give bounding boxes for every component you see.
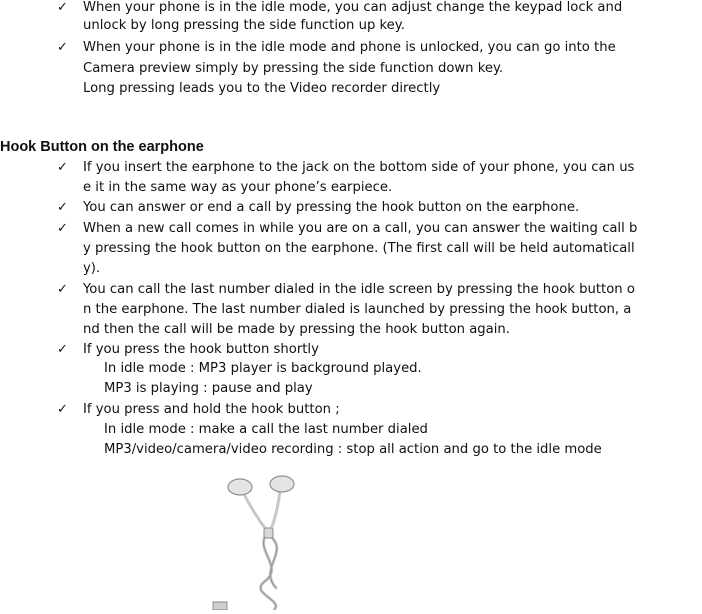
sub-line: MP3/video/camera/video recording : stop all action and go to the idle mode [104,442,602,457]
check-icon: ✓ [57,0,68,15]
text-line: If you insert the earphone to the jack on the bottom side of your phone, you can us [83,160,635,175]
text-line: nd then the call will be made by pressing the hook button again. [83,322,510,337]
text-line: y). [83,261,101,276]
check-icon: ✓ [57,221,68,236]
sub-line: In idle mode : MP3 player is background played. [104,361,422,376]
text-line: If you press the hook button shortly [83,342,319,357]
earphone-photo [180,470,330,610]
text-line: Long pressing leads you to the Video recorder directly [83,81,441,96]
text-line: When your phone is in the idle mode, you can adjust change the keypad lock and [83,0,623,15]
text-line: e it in the same way as your phone’s earpiece. [83,180,393,195]
sub-line: MP3 is playing : pause and play [104,381,313,396]
text-line: When your phone is in the idle mode and phone is unlocked, you can go into the [83,40,616,55]
text-line: unlock by long pressing the side function up key. [83,18,405,33]
check-icon: ✓ [57,342,68,357]
check-icon: ✓ [57,200,68,215]
check-icon: ✓ [57,160,68,175]
text-line: Camera preview simply by pressing the side function down key. [83,61,504,76]
section-heading: Hook Button on the earphone [0,139,204,155]
text-line: When a new call comes in while you are on a call, you can answer the waiting call b [83,221,638,236]
text-line: y pressing the hook button on the earphone. (The first call will be held automaticall [83,241,635,256]
sub-line: In idle mode : make a call the last number dialed [104,422,428,437]
text-line: n the earphone. The last number dialed is launched by pressing the hook button, a [83,302,632,317]
earphone-photo-icon [180,470,330,610]
check-icon: ✓ [57,402,68,417]
text-line: You can answer or end a call by pressing the hook button on the earphone. [83,200,580,215]
check-icon: ✓ [57,282,68,297]
check-icon: ✓ [57,40,68,55]
text-line: You can call the last number dialed in the idle screen by pressing the hook button o [83,282,635,297]
text-line: If you press and hold the hook button ; [83,402,340,417]
